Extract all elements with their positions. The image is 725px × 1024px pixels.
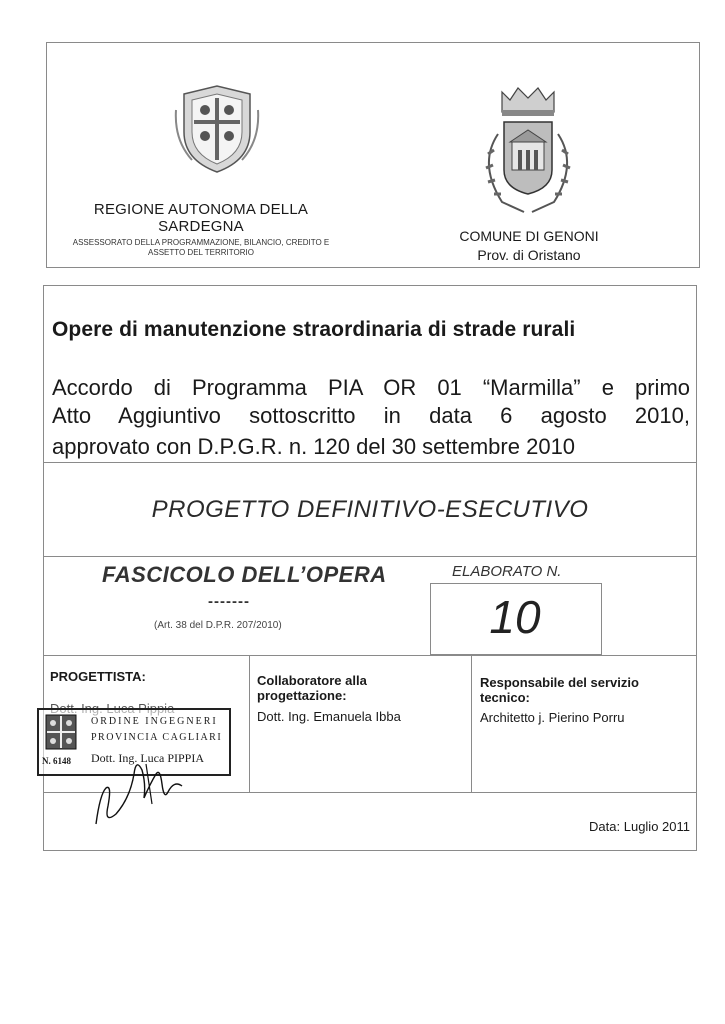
document-date: Data: Luglio 2011 <box>589 819 690 834</box>
sardinia-coat-of-arms-icon <box>172 80 262 176</box>
divider-agreement <box>44 462 696 463</box>
document-reference: (Art. 38 del D.P.R. 207/2010) <box>154 620 282 631</box>
genoni-coat-of-arms-icon <box>472 84 584 220</box>
region-name: REGIONE AUTONOMA DELLA SARDEGNA <box>93 201 309 235</box>
stamp-emblem-icon <box>45 714 77 750</box>
region-department: ASSESSORATO DELLA PROGRAMMAZIONE, BILANCIO, CREDITO E ASSETTO DEL TERRITORIO <box>72 238 330 257</box>
stamp-number: N. 6148 <box>42 756 71 766</box>
divider-col-2 <box>471 655 472 792</box>
document-name: FASCICOLO DELL’OPERA <box>102 562 387 587</box>
project-title: Opere di manutenzione straordinaria di strade rurali <box>52 318 576 341</box>
elaborato-label: ELABORATO N. <box>452 563 562 580</box>
document-name-dashes: ------- <box>208 593 250 610</box>
project-phase: PROGETTO DEFINITIVO-ESECUTIVO <box>151 496 589 523</box>
divider-col-1 <box>249 655 250 792</box>
agreement-line-3: approvato con D.P.G.R. n. 120 del 30 settembre 2010 <box>52 434 576 459</box>
municipality-name: COMUNE DI GENONI <box>459 228 599 244</box>
divider-phase <box>44 556 696 557</box>
elaborato-number: 10 <box>489 591 541 643</box>
agreement-line-1: Accordo di Programma PIA OR 01 “Marmilla” e primo <box>52 375 690 400</box>
collaborator-name: Dott. Ing. Emanuela Ibba <box>257 709 401 724</box>
signature-icon <box>86 744 206 830</box>
province-name: Prov. di Oristano <box>477 247 581 263</box>
stamp-line-1: ORDINE INGEGNERI <box>91 716 218 727</box>
manager-name: Architetto j. Pierino Porru <box>480 710 625 725</box>
designer-label: PROGETTISTA: <box>50 669 146 684</box>
collaborator-label: Collaboratore alla progettazione: <box>257 673 367 703</box>
stamp-name: Dott. Ing. Luca PIPPIA <box>91 751 204 765</box>
agreement-line-2: Atto Aggiuntivo sottoscritto in data 6 agosto 2010, <box>52 403 690 428</box>
divider-credits <box>44 655 696 656</box>
manager-label: Responsabile del servizio tecnico: <box>480 675 639 705</box>
stamp-line-2: PROVINCIA CAGLIARI <box>91 732 223 743</box>
